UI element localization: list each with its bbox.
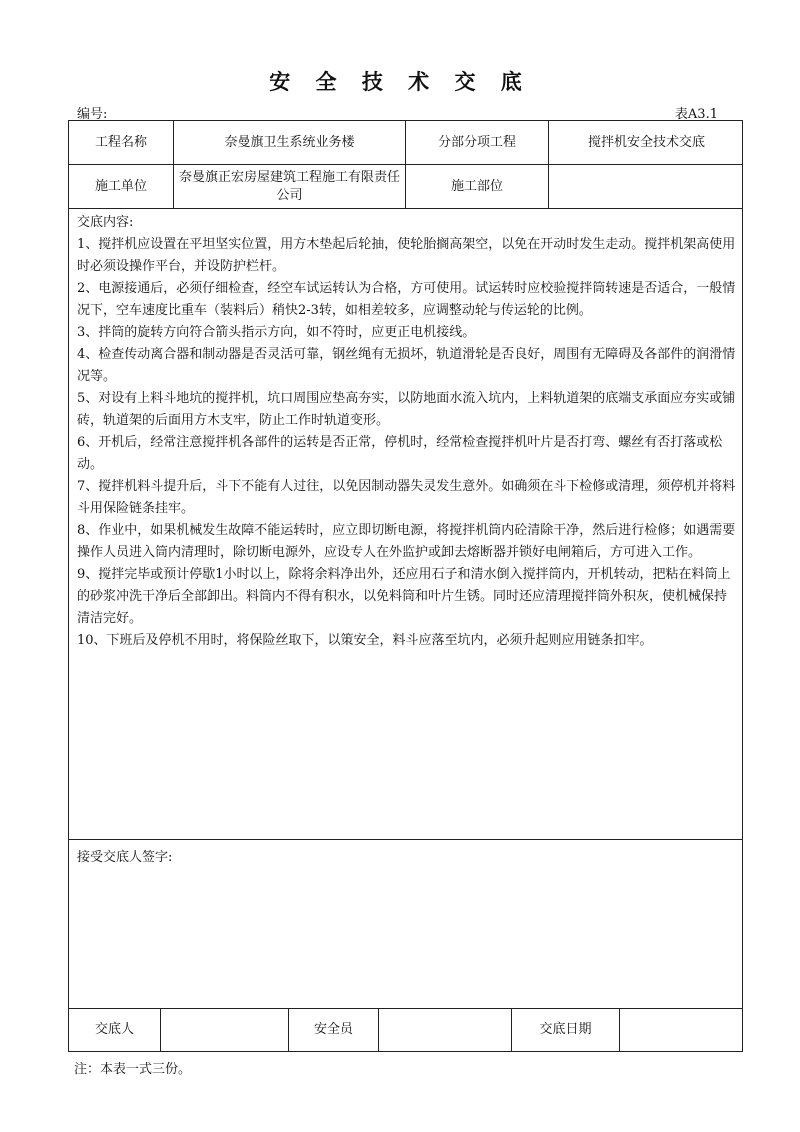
project-name-label: 工程名称 (69, 121, 174, 164)
project-row (69, 121, 742, 165)
number-label: 编号: (77, 107, 108, 122)
briefing-content (69, 209, 742, 840)
subproject-label: 分部分项工程 (406, 121, 549, 164)
content-item-8: 8、作业中，如果机械发生故障不能运转时，应立即切断电源，将搅拌机筒内砼清除干净，然后进行检修；如遇需要操作人员进入筒内清理时，除切断电源外，应设专人在外监护或卸去熔断器并锁好电闸箱后，方可进入工作。 (77, 523, 736, 560)
date-label: 交底日期 (512, 1009, 620, 1051)
document-title: 安 全 技 术 交 底 (269, 69, 531, 94)
content-item-9: 9、搅拌完毕或预计停歇1小时以上，除将余料净出外，还应用石子和清水倒入搅拌筒内，开机转动，把粘在料筒上的砂浆冲洗干净后全部卸出。料筒内不得有积水，以免料筒和叶片生锈。同时还应清理搅拌筒外积灰，使机械保持清洁完好。 (77, 567, 731, 626)
content-item-7: 7、搅拌机料斗提升后，斗下不能有人过往，以免因制动器失灵发生意外。如确须在斗下检修或清理，须停机并将料斗用保险链条挂牢。 (77, 479, 736, 516)
content-item-5: 5、对设有上料斗地坑的搅拌机，坑口周围应垫高夯实，以防地面水流入坑内，上料轨道架的底端支承面应夯实或铺砖，轨道架的后面用方木支牢，防止工作时轨道变形。 (77, 391, 736, 428)
project-name-value: 奈曼旗卫生系统业务楼 (174, 121, 406, 164)
content-item-4: 4、检查传动离合器和制动器是否灵活可靠，钢丝绳有无损坏，轨道滑轮是否良好，周围有无障碍及各部件的润滑情况等。 (77, 347, 736, 384)
presenter-value[interactable] (161, 1009, 289, 1051)
form-code: 表A3.1 (674, 107, 718, 122)
location-value[interactable] (549, 165, 744, 208)
content-heading: 交底内容: (77, 215, 134, 230)
contractor-row (69, 165, 742, 209)
receiver-signature-area[interactable] (69, 840, 742, 1009)
sign-off-row (69, 1009, 742, 1051)
date-value[interactable] (620, 1009, 744, 1051)
subproject-value: 搅拌机安全技术交底 (587, 134, 705, 150)
briefing-form-table (68, 120, 743, 1052)
safety-officer-value[interactable] (379, 1009, 512, 1051)
content-item-1: 1、搅拌机应设置在平坦坚实位置，用方木垫起后轮抽，使轮胎搁高架空，以免在开动时发生走动。搅拌机架高使用时必须设操作平台，并设防护栏杆。 (77, 237, 736, 274)
content-item-6: 6、开机后，经常注意搅拌机各部件的运转是否正常，停机时，经常检查搅拌机叶片是否打弯、螺丝有否打落或松动。 (77, 435, 723, 472)
contractor-value: 奈曼旗正宏房屋建筑工程施工有限责任公司 (174, 165, 406, 208)
content-item-3: 3、拌筒的旋转方向符合箭头指示方向，如不符时，应更正电机接线。 (77, 325, 476, 340)
safety-officer-label: 安全员 (289, 1009, 379, 1051)
contractor-label: 施工单位 (69, 165, 174, 208)
location-label: 施工部位 (406, 165, 549, 208)
receiver-signature-label: 接受交底人签字: (77, 850, 173, 865)
presenter-label: 交底人 (69, 1009, 161, 1051)
footnote: 注：本表一式三份。 (74, 1062, 192, 1077)
content-item-2: 2、电源接通后，必须仔细检查，经空车试运转认为合格，方可使用。试运转时应校验搅拌筒转速是否适合，一般情况下，空车速度比重车（装料后）稍快2-3转，如相差较多，应调整动轮与传运轮的比例。 (77, 281, 736, 318)
content-item-10: 10、下班后及停机不用时，将保险丝取下，以策安全，料斗应落至坑内，必须升起则应用链条扣牢。 (77, 633, 653, 648)
